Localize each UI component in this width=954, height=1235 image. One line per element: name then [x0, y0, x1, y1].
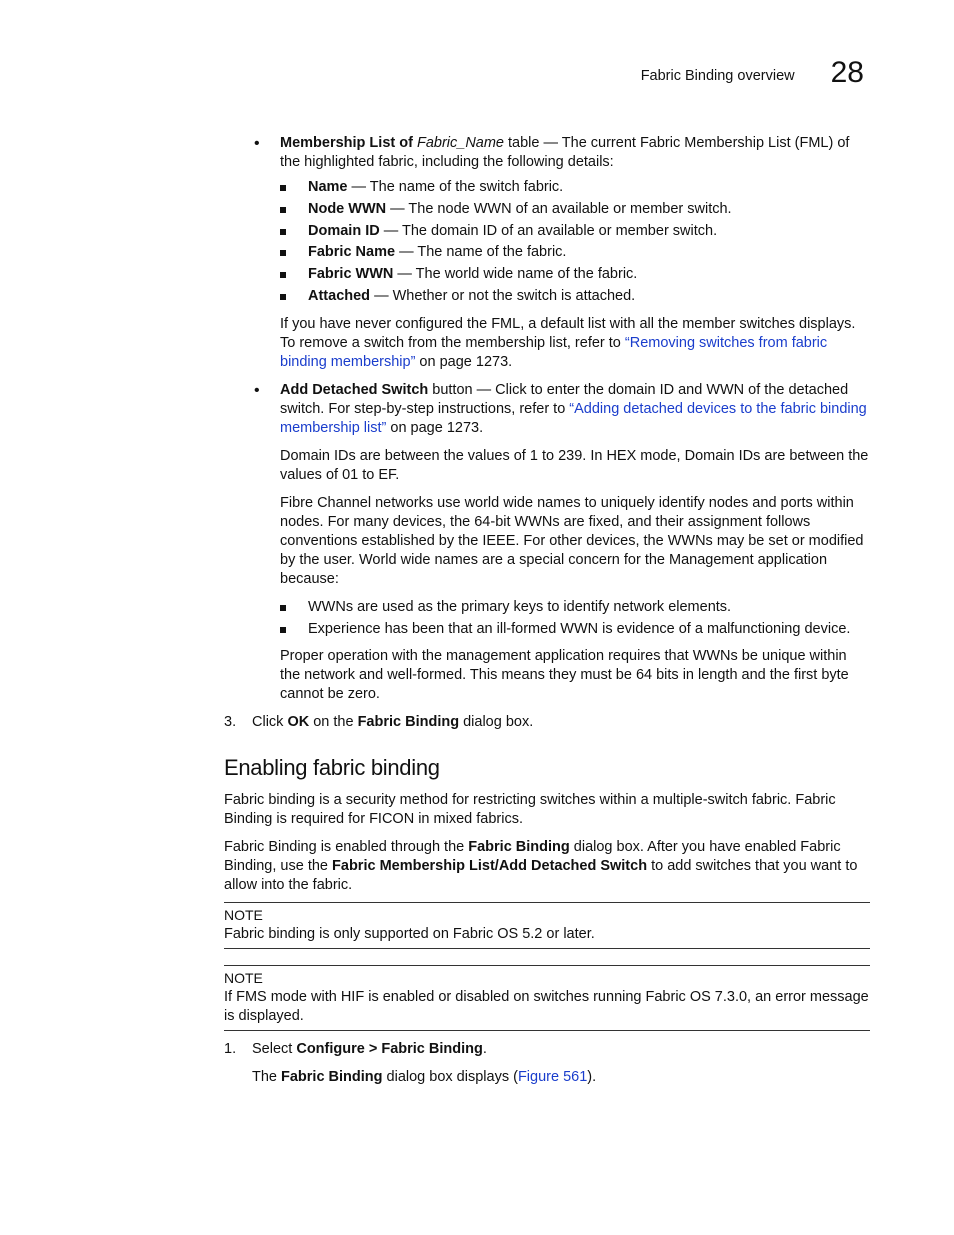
- list-item: [280, 287, 870, 309]
- fml-tail: on page 1273.: [415, 353, 513, 370]
- step-1: [224, 1040, 870, 1087]
- add-detached-tail: on page 1273.: [386, 419, 484, 436]
- wwn-points-list: [224, 598, 870, 642]
- detail-term: Fabric Name: [308, 244, 396, 261]
- dialog-ref: Fabric Binding: [281, 1069, 383, 1086]
- step-text: Select: [252, 1041, 297, 1058]
- list-item: [280, 178, 870, 200]
- membership-term: Membership List of: [280, 135, 417, 151]
- detail-desc: — The name of the switch fabric.: [347, 179, 564, 195]
- step-text: dialog box.: [459, 714, 534, 731]
- detail-term: Fabric WWN: [308, 266, 394, 283]
- add-detached-bullet: [224, 381, 870, 438]
- figure-561-link[interactable]: Figure 561: [517, 1069, 588, 1086]
- paragraph-text: to add switches that you want to allow into the fabric.: [224, 858, 858, 894]
- list-item: [280, 265, 870, 287]
- step-text: .: [482, 1041, 487, 1058]
- removing-switches-link[interactable]: “Removing switches from fabric binding membership”: [280, 334, 828, 370]
- step-1-result: [252, 1068, 870, 1087]
- detail-desc: — The node WWN of an available or member switch.: [386, 200, 732, 217]
- square-bullet-icon: [280, 294, 286, 300]
- list-item: [280, 243, 870, 265]
- step-3: [224, 713, 870, 732]
- document-body: [224, 134, 870, 1087]
- detail-desc: — The name of the fabric.: [395, 244, 567, 261]
- add-detached-text: [280, 381, 870, 438]
- dialog-ref: Fabric Binding: [468, 839, 570, 856]
- note-box: [224, 902, 870, 949]
- domain-ids-paragraph: Domain IDs are between the values of 1 to 239. In HEX mode, Domain IDs are between the values of 01 to EF.: [280, 447, 869, 483]
- detail-desc: — The domain ID of an available or member switch.: [379, 222, 718, 239]
- bullet-dot: •: [254, 381, 260, 399]
- wwn-point: WWNs are used as the primary keys to identify network elements.: [308, 598, 732, 615]
- note-box: [224, 965, 870, 1031]
- step-number: 1.: [224, 1041, 237, 1058]
- paragraph-text: dialog box. After you have enabled Fabric Binding, use the: [224, 839, 841, 875]
- note-text: If FMS mode with HIF is enabled or disabled on switches running Fabric OS 7.3.0, an error message is displayed.: [224, 989, 869, 1025]
- bullet-dot: •: [254, 135, 260, 152]
- chapter-number: 28: [830, 56, 864, 89]
- step-number: 3.: [224, 714, 237, 731]
- wwn-intro-paragraph: Fibre Channel networks use world wide names to uniquely identify nodes and ports within nodes. For many devices, the 64-bit WWNs are fixed, and their assignment follows conventions established by the IEEE. For other devices, the WWNs may be set or modified by the user. World wide names are a special concern for the Management application because:: [280, 494, 864, 587]
- detail-term: Node WWN: [308, 200, 387, 217]
- fml-details-list: [224, 178, 870, 309]
- note-label: NOTE: [224, 907, 263, 924]
- note-label: NOTE: [224, 970, 263, 987]
- section-paragraph-2: [224, 838, 870, 895]
- detail-term: Name: [308, 179, 348, 195]
- section-paragraph-1: Fabric binding is a security method for restricting switches within a multiple-switch fabric. Fabric Binding is required for FICON in mixed fabrics.: [224, 792, 836, 828]
- step-text: dialog box displays (: [382, 1069, 518, 1086]
- membership-desc: table — The current Fabric Membership List (FML) of the highlighted fabric, including the following details:: [280, 135, 850, 170]
- square-bullet-icon: [280, 229, 286, 235]
- fml-text: If you have never configured the FML, a default list with all the member switches displays. To remove a switch from the membership list, refer to: [280, 315, 856, 351]
- square-bullet-icon: [280, 250, 286, 256]
- proper-operation-paragraph: Proper operation with the management application requires that WWNs be unique within the network and well-formed. This means they must be 64 bits in length and the first byte cannot be zero.: [280, 648, 849, 703]
- adding-detached-link[interactable]: “Adding detached devices to the fabric binding membership list”: [280, 400, 867, 436]
- detail-desc: — The world wide name of the fabric.: [393, 266, 638, 283]
- fabric-name-italic: Fabric_Name: [416, 135, 504, 151]
- step-text: The: [252, 1069, 282, 1086]
- step-text: ).: [587, 1069, 597, 1086]
- detail-term: Domain ID: [308, 222, 380, 239]
- square-bullet-icon: [280, 207, 286, 213]
- membership-list-text: [280, 134, 870, 172]
- fml-paragraph: [224, 315, 870, 372]
- list-item: [280, 598, 870, 620]
- running-header: [641, 58, 864, 88]
- note-text: Fabric binding is only supported on Fabric OS 5.2 or later.: [224, 926, 595, 943]
- add-detached-desc: button — Click to enter the domain ID and WWN of the detached switch. For step-by-step instructions, refer to: [280, 381, 849, 417]
- square-bullet-icon: [280, 605, 286, 611]
- paragraph-text: Fabric Binding is enabled through the: [224, 839, 469, 856]
- list-ref: Fabric Membership List/Add Detached Switch: [332, 858, 648, 875]
- square-bullet-icon: [280, 272, 286, 278]
- wwn-point: Experience has been that an ill-formed WWN is evidence of a malfunctioning device.: [308, 620, 851, 637]
- step-text: Click: [252, 714, 288, 731]
- membership-list-bullet: [224, 134, 870, 172]
- list-item: [280, 222, 870, 244]
- step-text: on the: [309, 714, 358, 731]
- step-1-text: [252, 1040, 870, 1059]
- header-title: Fabric Binding overview: [640, 68, 795, 84]
- section-heading: Enabling fabric binding: [224, 755, 440, 781]
- list-item: [280, 620, 870, 642]
- ok-button-ref: OK: [287, 714, 310, 731]
- detail-desc: — Whether or not the switch is attached.: [370, 287, 636, 304]
- list-item: [280, 200, 870, 222]
- menu-path: Configure > Fabric Binding: [296, 1041, 483, 1058]
- step-3-text: [252, 713, 870, 732]
- dialog-ref: Fabric Binding: [357, 714, 460, 731]
- square-bullet-icon: [280, 185, 286, 191]
- square-bullet-icon: [280, 627, 286, 633]
- add-detached-term: Add Detached Switch: [280, 381, 429, 398]
- detail-term: Attached: [308, 287, 371, 304]
